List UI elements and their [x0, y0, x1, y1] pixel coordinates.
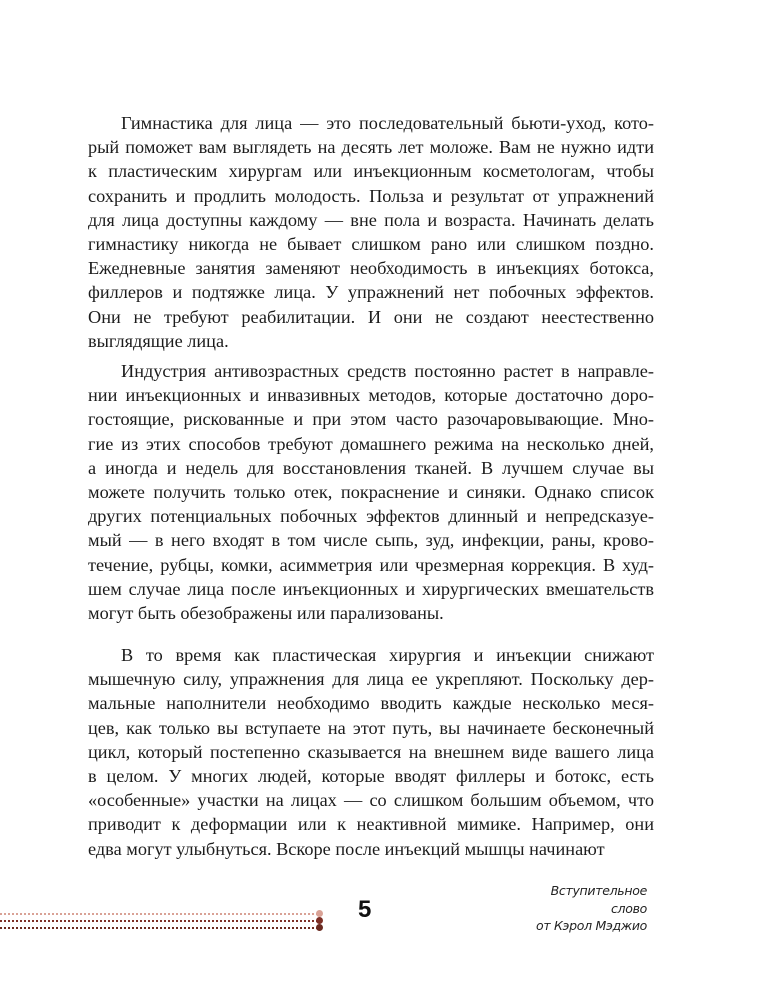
text-line: Индустрия антивозрастных средств постоянно растет в направле-: [121, 361, 654, 381]
text-line: Гимнастика для лица — это последовательный бьюти-уход, кото-: [121, 113, 654, 133]
text-line: выглядящие лица.: [88, 330, 229, 351]
text-line: для лица доступны каждому — вне пола и возраста. Начинать делать: [88, 209, 654, 230]
text-line: течение, рубцы, комки, асимметрия или чрезмерная коррекция. В худ-: [88, 554, 654, 575]
dot-icon: [316, 917, 323, 924]
text-line: а иногда и недель для восстановления тканей. В лучшем случае вы: [88, 457, 654, 478]
text-line: филлеров и подтяжке лица. У упражнений нет побочных эффектов.: [88, 282, 654, 303]
text-line: других потенциальных побочных эффектов длинный и непредсказуе-: [88, 506, 654, 527]
text-line: «особенные» участки на лицах — со слишком большим объемом, что: [88, 790, 654, 811]
text-line: рый поможет вам выглядеть на десять лет моложе. Вам не нужно идти: [88, 137, 654, 158]
text-line: могут быть обезображены или парализованы.: [88, 602, 444, 623]
text-line: можете получить только отек, покраснение и синяки. Однако список: [88, 481, 654, 502]
text-line: едва могут улыбнуться. Вскоре после инъекций мышцы начинают: [88, 838, 605, 859]
text-line: Они не требуют реабилитации. И они не создают неестественно: [88, 306, 654, 327]
text-line: гие из этих способов требуют домашнего режима на несколько дней,: [88, 433, 654, 454]
running-title: [536, 882, 647, 935]
text-line: цев, как только вы вступаете на этот путь, вы начинаете бесконечный: [88, 717, 654, 738]
dot-icon: [316, 924, 323, 931]
text-line: приводит к деформации или к неактивной мимике. Например, они: [88, 814, 654, 835]
dotted-rule: [0, 913, 318, 915]
dotted-rule: [0, 927, 318, 929]
text-line: к пластическим хирургам или инъекционным косметологам, чтобы: [88, 161, 654, 182]
text-line: сохранить и продлить молодость. Польза и результат от упражнений: [88, 185, 654, 206]
running-title-line: слово: [610, 900, 647, 916]
text-line: гостоящие, рискованные и при этом часто разочаровывающие. Мно-: [88, 409, 654, 430]
paragraph-3: [88, 643, 654, 861]
text-line: в целом. У многих людей, которые вводят филлеры и ботокс, есть: [88, 765, 654, 786]
text-line: цикл, который постепенно сказывается на внешнем виде вашего лица: [88, 741, 654, 762]
dot-icon: [316, 910, 323, 917]
text-line: В то время как пластическая хирургия и инъекции снижают: [121, 645, 654, 665]
text-line: Ежедневные занятия заменяют необходимость в инъекциях ботокса,: [88, 258, 654, 279]
text-line: гимнастику никогда не бывает слишком рано или слишком поздно.: [88, 233, 654, 254]
text-line: нии инъекционных и инвазивных методов, которые достаточно доро-: [88, 385, 654, 406]
text-line: мальные наполнители необходимо вводить каждые несколько меся-: [88, 693, 654, 714]
text-line: шем случае лица после инъекционных и хирургических вмешательств: [88, 578, 654, 599]
running-title-line: от Кэрол Мэджио: [535, 918, 647, 933]
paragraph-2: [88, 359, 654, 625]
page-number: 5: [358, 896, 372, 923]
dotted-rule: [0, 920, 318, 922]
paragraph-1: [88, 111, 654, 353]
text-line: мый — в него входят в том числе сыпь, зуд, инфекции, раны, крово-: [88, 530, 654, 551]
running-title-line: Вступительное: [550, 883, 647, 898]
text-line: мышечную силу, упражнения для лица ее укрепляют. Поскольку дер-: [88, 669, 654, 690]
